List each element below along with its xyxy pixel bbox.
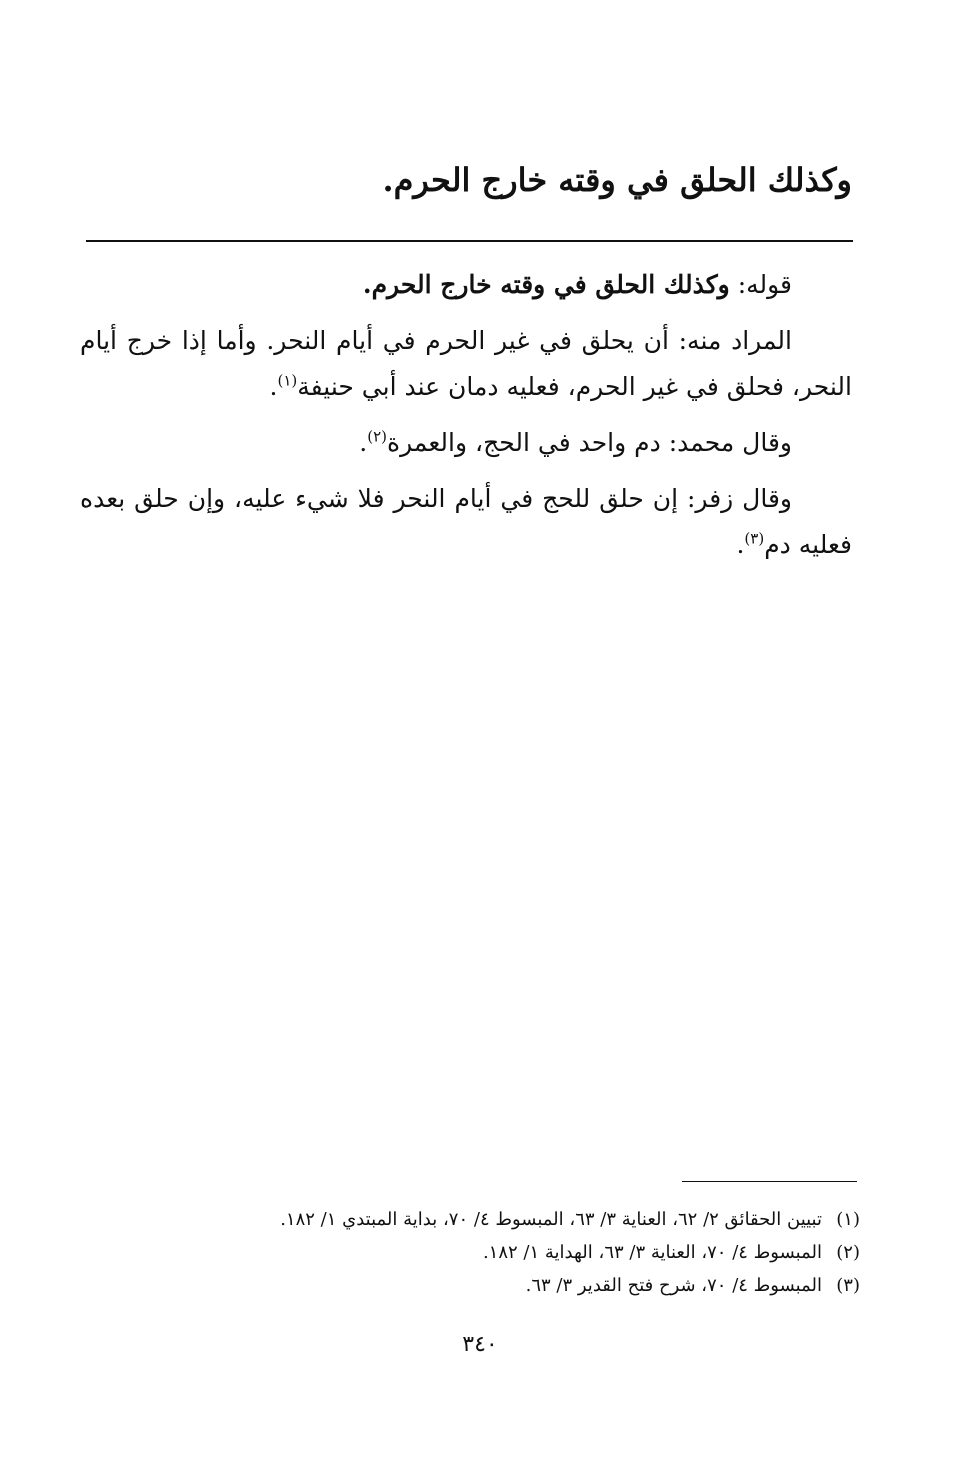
footnote-number: (٢): [836, 1242, 860, 1263]
paragraph-text: وقال محمد: دم واحد في الحج، والعمرة: [387, 428, 792, 457]
heading-divider: [86, 240, 853, 242]
footnote-3: [160, 1269, 860, 1302]
footnotes-section: [160, 1203, 860, 1302]
quoted-matn: وكذلك الحلق في وقته خارج الحرم.: [362, 270, 730, 299]
footnote-number: (٣): [836, 1275, 860, 1296]
footnote-ref-2[interactable]: (٢): [367, 427, 388, 446]
footnote-divider: [682, 1181, 857, 1182]
footnote-text: تبيين الحقائق ٢/ ٦٢، العناية ٣/ ٦٣، المبسوط ٤/ ٧٠، بداية المبتدي ١/ ١٨٢.: [280, 1209, 822, 1230]
commentary-paragraph-2: المراد منه: أن يحلق في غير الحرم في أيام النحر. وأما إذا خرج أيام النحر، فحلق في غير الحرم، فعليه دمان عند أبي حنيفة$^{(١)}$.: [80, 326, 852, 401]
commentary-paragraph-1: [80, 262, 852, 308]
footnote-text: المبسوط ٤/ ٧٠، شرح فتح القدير ٣/ ٦٣.: [525, 1275, 822, 1296]
footnote-2: [160, 1236, 860, 1269]
paragraph-text: المراد منه: أن يحلق في غير الحرم في أيام النحر. وأما إذا خرج أيام النحر، فحلق في غير الحرم، فعليه دمان عند أبي حنيفة: [80, 326, 852, 401]
commentary-paragraph-3: وقال محمد: دم واحد في الحج، والعمرة$^{(٢)}$.: [359, 427, 792, 457]
footnote-ref-3[interactable]: (٣): [744, 529, 765, 548]
commentary-paragraph-4: وقال زفر: إن حلق للحج في أيام النحر فلا شيء عليه، وإن حلق بعده فعليه دم$^{(٣)}$.: [80, 484, 852, 559]
footnote-ref-1[interactable]: (١): [277, 371, 298, 390]
quote-label: قوله:: [737, 270, 792, 299]
footnote-number: (١): [836, 1209, 860, 1230]
commentary-body: [80, 262, 852, 578]
footnote-text: المبسوط ٤/ ٧٠، العناية ٣/ ٦٣، الهداية ١/ ١٨٢.: [482, 1242, 822, 1263]
page-number: ٣٤٠: [462, 1332, 498, 1357]
matn-heading: وكذلك الحلق في وقته خارج الحرم.: [382, 161, 852, 199]
paragraph-text: وقال زفر: إن حلق للحج في أيام النحر فلا شيء عليه، وإن حلق بعده فعليه دم: [80, 484, 852, 559]
footnote-1: [160, 1203, 860, 1236]
